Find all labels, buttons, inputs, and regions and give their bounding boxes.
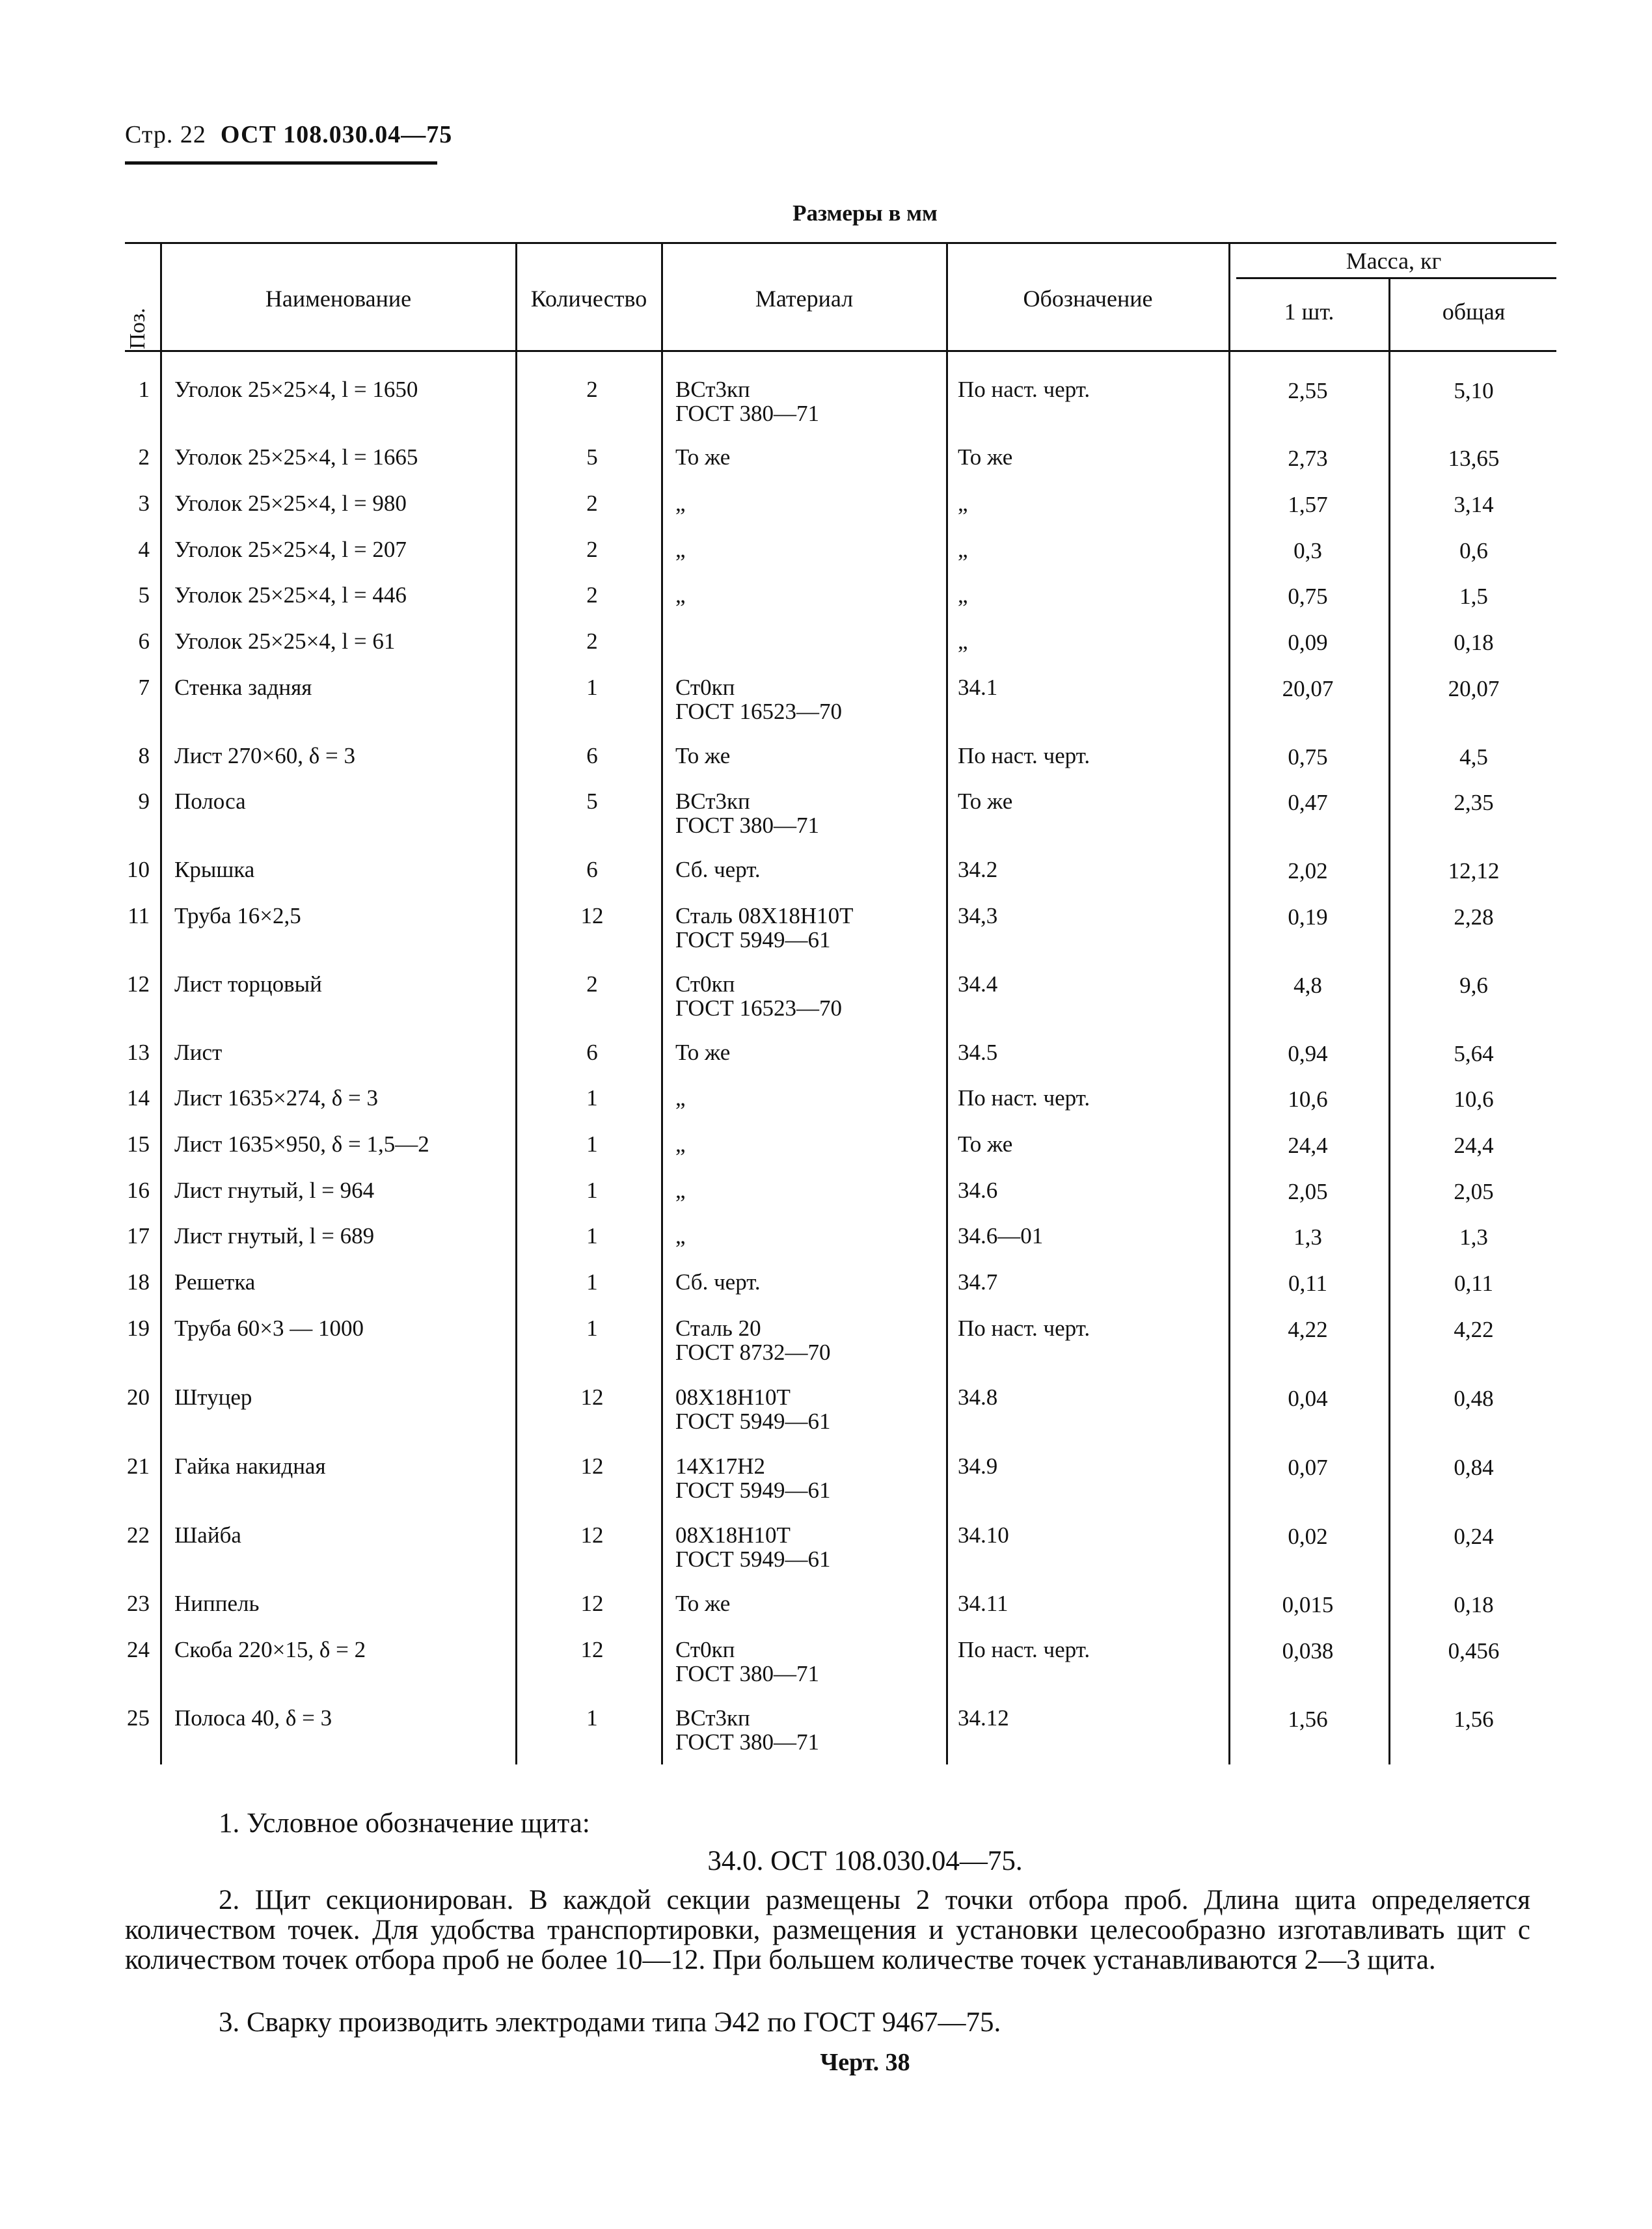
row-mass-one: 4,22 bbox=[1288, 1317, 1328, 1342]
row-material: То же bbox=[675, 1040, 731, 1065]
row-designation: 34.1 bbox=[958, 675, 998, 700]
row-pos: 20 bbox=[127, 1385, 150, 1410]
row-mass-total: 2,35 bbox=[1454, 790, 1494, 815]
row-material: „ bbox=[675, 537, 686, 562]
row-mass-total: 5,64 bbox=[1454, 1041, 1494, 1066]
row-designation: „ bbox=[958, 582, 968, 608]
row-material: Ст0кп bbox=[675, 1637, 735, 1662]
note-3: 3. Сварку производить электродами типа Э42 по ГОСТ 9467—75. bbox=[219, 2007, 1001, 2038]
row-pos: 8 bbox=[138, 743, 150, 768]
header-mass-total: общая bbox=[1442, 299, 1506, 325]
row-mass-one: 2,02 bbox=[1288, 858, 1328, 884]
row-qty: 12 bbox=[580, 1522, 604, 1548]
row-designation: 34.5 bbox=[958, 1040, 998, 1065]
note-2: 2. Щит секционирован. В каждой секции размещены 2 точки отбора проб. Длина щита определяется количеством точек. Для удобства транспортировки, размещения и установки целесообразно изготавливать щит с количеством точек отбора проб не более 10—12. При большем количестве точек устанавливаются 2—3 щита. bbox=[125, 1885, 1530, 1975]
row-material: Ст0кп bbox=[675, 971, 735, 997]
row-name: Уголок 25×25×4, l = 207 bbox=[174, 537, 407, 562]
row-material: „ bbox=[675, 1131, 686, 1157]
row-qty: 1 bbox=[586, 1705, 598, 1731]
row-pos: 3 bbox=[138, 491, 150, 516]
row-name: Уголок 25×25×4, l = 1665 bbox=[174, 444, 418, 470]
row-mass-total: 0,6 bbox=[1459, 538, 1488, 563]
col-divider bbox=[1388, 277, 1390, 1764]
page-number: Стр. 22 bbox=[125, 121, 206, 148]
units-note: Размеры в мм bbox=[792, 200, 938, 226]
row-mass-one: 0,94 bbox=[1288, 1041, 1328, 1066]
row-mass-one: 2,55 bbox=[1288, 378, 1328, 403]
row-mass-total: 3,14 bbox=[1454, 492, 1494, 517]
row-designation: То же bbox=[958, 444, 1013, 470]
row-qty: 12 bbox=[580, 1637, 604, 1662]
row-pos: 13 bbox=[127, 1040, 150, 1065]
row-qty: 6 bbox=[586, 1040, 598, 1065]
header-qty: Количество bbox=[530, 286, 647, 312]
row-name: Гайка накидная bbox=[174, 1453, 326, 1479]
row-mass-one: 0,015 bbox=[1282, 1592, 1334, 1617]
note-1: 1. Условное обозначение щита: bbox=[219, 1808, 590, 1839]
note-1-code: 34.0. ОСТ 108.030.04—75. bbox=[707, 1846, 1023, 1876]
row-name: Лист bbox=[174, 1040, 223, 1065]
row-material: ГОСТ 5949—61 bbox=[675, 1547, 831, 1572]
row-material: 08Х18Н10Т bbox=[675, 1385, 791, 1410]
row-mass-one: 24,4 bbox=[1288, 1133, 1328, 1158]
row-mass-total: 1,56 bbox=[1454, 1707, 1494, 1732]
row-designation: По наст. черт. bbox=[958, 743, 1090, 768]
row-mass-total: 20,07 bbox=[1448, 676, 1500, 701]
row-mass-total: 0,84 bbox=[1454, 1455, 1494, 1480]
row-name: Полоса 40, δ = 3 bbox=[174, 1705, 332, 1731]
row-mass-total: 0,11 bbox=[1454, 1271, 1493, 1296]
col-divider bbox=[1228, 242, 1230, 1764]
row-material: ГОСТ 8732—70 bbox=[675, 1340, 831, 1365]
row-mass-one: 4,8 bbox=[1293, 973, 1322, 998]
row-pos: 4 bbox=[138, 537, 150, 562]
row-mass-one: 2,05 bbox=[1288, 1179, 1328, 1204]
row-pos: 19 bbox=[127, 1316, 150, 1341]
row-mass-one: 1,56 bbox=[1288, 1707, 1328, 1732]
row-material: ВСт3кп bbox=[675, 377, 750, 402]
row-qty: 2 bbox=[586, 971, 598, 997]
row-material: Сб. черт. bbox=[675, 1269, 761, 1295]
row-mass-total: 4,22 bbox=[1454, 1317, 1494, 1342]
row-designation: „ bbox=[958, 628, 968, 654]
row-designation: 34.8 bbox=[958, 1385, 998, 1410]
row-pos: 6 bbox=[138, 628, 150, 654]
row-designation: 34.9 bbox=[958, 1453, 998, 1479]
row-pos: 18 bbox=[127, 1269, 150, 1295]
row-pos: 11 bbox=[128, 903, 150, 928]
row-designation: То же bbox=[958, 1131, 1013, 1157]
row-qty: 12 bbox=[580, 1453, 604, 1479]
row-qty: 12 bbox=[580, 903, 604, 928]
row-qty: 1 bbox=[586, 1085, 598, 1111]
row-mass-total: 2,28 bbox=[1454, 904, 1494, 930]
row-qty: 1 bbox=[586, 1178, 598, 1203]
row-material: „ bbox=[675, 1178, 686, 1203]
row-designation: 34.7 bbox=[958, 1269, 998, 1295]
row-material: То же bbox=[675, 743, 731, 768]
row-mass-total: 9,6 bbox=[1459, 973, 1488, 998]
row-material: Ст0кп bbox=[675, 675, 735, 700]
row-name: Решетка bbox=[174, 1269, 256, 1295]
row-material: „ bbox=[675, 1223, 686, 1249]
row-qty: 6 bbox=[586, 857, 598, 882]
row-mass-total: 12,12 bbox=[1448, 858, 1500, 884]
row-qty: 12 bbox=[580, 1385, 604, 1410]
row-mass-total: 4,5 bbox=[1459, 744, 1488, 770]
row-name: Крышка bbox=[174, 857, 255, 882]
row-qty: 1 bbox=[586, 1131, 598, 1157]
header-name: Наименование bbox=[265, 286, 412, 312]
header-pos: Поз. bbox=[126, 308, 150, 349]
row-designation: 34.4 bbox=[958, 971, 998, 997]
row-pos: 1 bbox=[138, 377, 150, 402]
row-qty: 2 bbox=[586, 628, 598, 654]
row-designation: По наст. черт. bbox=[958, 1637, 1090, 1662]
row-material: ГОСТ 380—71 bbox=[675, 1661, 820, 1686]
row-name: Уголок 25×25×4, l = 446 bbox=[174, 582, 407, 608]
row-pos: 14 bbox=[127, 1085, 150, 1111]
row-mass-one: 0,11 bbox=[1288, 1271, 1327, 1296]
row-mass-one: 0,02 bbox=[1288, 1524, 1328, 1549]
row-mass-total: 2,05 bbox=[1454, 1179, 1494, 1204]
row-pos: 15 bbox=[127, 1131, 150, 1157]
row-mass-total: 0,18 bbox=[1454, 630, 1494, 655]
row-designation: То же bbox=[958, 789, 1013, 814]
row-mass-one: 0,04 bbox=[1288, 1386, 1328, 1411]
row-material: ГОСТ 380—71 bbox=[675, 401, 820, 426]
row-designation: „ bbox=[958, 537, 968, 562]
row-name: Штуцер bbox=[174, 1385, 252, 1410]
row-material: ВСт3кп bbox=[675, 789, 750, 814]
row-name: Лист 1635×950, δ = 1,5—2 bbox=[174, 1131, 429, 1157]
row-material: 08Х18Н10Т bbox=[675, 1522, 791, 1548]
row-mass-total: 1,3 bbox=[1459, 1224, 1488, 1250]
row-name: Лист гнутый, l = 964 bbox=[174, 1178, 375, 1203]
row-material: Сб. черт. bbox=[675, 857, 761, 882]
row-material: ГОСТ 5949—61 bbox=[675, 927, 831, 952]
row-mass-total: 1,5 bbox=[1459, 584, 1488, 609]
table-header-bottom-rule bbox=[125, 350, 1556, 352]
row-mass-total: 13,65 bbox=[1448, 446, 1500, 471]
row-designation: 34.2 bbox=[958, 857, 998, 882]
row-qty: 2 bbox=[586, 537, 598, 562]
row-name: Ниппель bbox=[174, 1591, 260, 1616]
header-material: Материал bbox=[755, 286, 854, 312]
row-mass-one: 2,73 bbox=[1288, 446, 1328, 471]
row-pos: 24 bbox=[127, 1637, 150, 1662]
row-material: „ bbox=[675, 491, 686, 516]
col-divider bbox=[515, 242, 517, 1764]
header-mass-one: 1 шт. bbox=[1284, 299, 1334, 325]
mass-subheader-rule bbox=[1236, 277, 1556, 279]
row-material: То же bbox=[675, 1591, 731, 1616]
row-pos: 10 bbox=[127, 857, 150, 882]
row-material: ГОСТ 380—71 bbox=[675, 813, 820, 838]
row-name: Уголок 25×25×4, l = 980 bbox=[174, 491, 407, 516]
page-header bbox=[125, 120, 452, 149]
row-mass-one: 0,19 bbox=[1288, 904, 1328, 930]
row-pos: 22 bbox=[127, 1522, 150, 1548]
row-pos: 7 bbox=[138, 675, 150, 700]
row-material: ВСт3кп bbox=[675, 1705, 750, 1731]
row-mass-one: 0,038 bbox=[1282, 1638, 1334, 1664]
row-designation: По наст. черт. bbox=[958, 1316, 1090, 1341]
row-name: Труба 16×2,5 bbox=[174, 903, 301, 928]
row-mass-one: 0,75 bbox=[1288, 584, 1328, 609]
row-pos: 21 bbox=[127, 1453, 150, 1479]
row-mass-one: 0,07 bbox=[1288, 1455, 1328, 1480]
row-designation: 34.6—01 bbox=[958, 1223, 1044, 1249]
row-mass-total: 10,6 bbox=[1454, 1087, 1494, 1112]
row-material: „ bbox=[675, 1085, 686, 1111]
row-qty: 2 bbox=[586, 491, 598, 516]
row-material: ГОСТ 16523—70 bbox=[675, 699, 843, 724]
row-pos: 16 bbox=[127, 1178, 150, 1203]
header-underline bbox=[125, 161, 437, 165]
row-mass-one: 10,6 bbox=[1288, 1087, 1328, 1112]
row-qty: 2 bbox=[586, 377, 598, 402]
col-divider bbox=[946, 242, 948, 1764]
row-name: Уголок 25×25×4, l = 1650 bbox=[174, 377, 418, 402]
standard-code: ОСТ 108.030.04—75 bbox=[220, 121, 453, 148]
row-name: Шайба bbox=[174, 1522, 241, 1548]
row-qty: 5 bbox=[586, 444, 598, 470]
row-name: Лист торцовый bbox=[174, 971, 322, 997]
row-mass-one: 20,07 bbox=[1282, 676, 1334, 701]
row-designation: „ bbox=[958, 491, 968, 516]
row-name: Скоба 220×15, δ = 2 bbox=[174, 1637, 366, 1662]
row-mass-total: 5,10 bbox=[1454, 378, 1494, 403]
row-pos: 25 bbox=[127, 1705, 150, 1731]
row-name: Труба 60×3 — 1000 bbox=[174, 1316, 364, 1341]
row-qty: 6 bbox=[586, 743, 598, 768]
row-designation: 34.11 bbox=[958, 1591, 1009, 1616]
row-designation: 34.10 bbox=[958, 1522, 1009, 1548]
row-material: 14Х17Н2 bbox=[675, 1453, 766, 1479]
row-qty: 1 bbox=[586, 1316, 598, 1341]
row-mass-one: 1,57 bbox=[1288, 492, 1328, 517]
row-pos: 9 bbox=[138, 789, 150, 814]
row-mass-one: 0,09 bbox=[1288, 630, 1328, 655]
row-designation: 34,3 bbox=[958, 903, 998, 928]
header-designation: Обозначение bbox=[1023, 286, 1153, 312]
row-designation: 34.6 bbox=[958, 1178, 998, 1203]
row-name: Лист 270×60, δ = 3 bbox=[174, 743, 356, 768]
row-mass-one: 0,3 bbox=[1293, 538, 1322, 563]
row-pos: 5 bbox=[138, 582, 150, 608]
row-material: Сталь 08Х18Н10Т bbox=[675, 903, 854, 928]
row-material: ГОСТ 16523—70 bbox=[675, 995, 843, 1021]
row-mass-one: 0,47 bbox=[1288, 790, 1328, 815]
table-top-rule bbox=[125, 242, 1556, 244]
col-divider bbox=[160, 242, 162, 1764]
row-mass-total: 0,456 bbox=[1448, 1638, 1500, 1664]
row-name: Полоса bbox=[174, 789, 246, 814]
row-material: Сталь 20 bbox=[675, 1316, 761, 1341]
row-pos: 23 bbox=[127, 1591, 150, 1616]
row-pos: 17 bbox=[127, 1223, 150, 1249]
row-qty: 12 bbox=[580, 1591, 604, 1616]
row-mass-one: 1,3 bbox=[1293, 1224, 1322, 1250]
figure-caption: Черт. 38 bbox=[820, 2049, 910, 2076]
row-mass-total: 0,24 bbox=[1454, 1524, 1494, 1549]
row-material: ГОСТ 5949—61 bbox=[675, 1409, 831, 1434]
row-mass-one: 0,75 bbox=[1288, 744, 1328, 770]
row-name: Лист 1635×274, δ = 3 bbox=[174, 1085, 379, 1111]
row-material: ГОСТ 5949—61 bbox=[675, 1478, 831, 1503]
row-designation: По наст. черт. bbox=[958, 377, 1090, 402]
header-mass: Масса, кг bbox=[1346, 248, 1442, 274]
row-mass-total: 0,18 bbox=[1454, 1592, 1494, 1617]
row-qty: 2 bbox=[586, 582, 598, 608]
row-mass-total: 24,4 bbox=[1454, 1133, 1494, 1158]
row-pos: 2 bbox=[138, 444, 150, 470]
row-qty: 1 bbox=[586, 675, 598, 700]
row-qty: 1 bbox=[586, 1223, 598, 1249]
row-name: Лист гнутый, l = 689 bbox=[174, 1223, 375, 1249]
row-qty: 5 bbox=[586, 789, 598, 814]
row-qty: 1 bbox=[586, 1269, 598, 1295]
row-material: ГОСТ 380—71 bbox=[675, 1729, 820, 1755]
row-mass-total: 0,48 bbox=[1454, 1386, 1494, 1411]
row-name: Стенка задняя bbox=[174, 675, 312, 700]
row-name: Уголок 25×25×4, l = 61 bbox=[174, 628, 396, 654]
row-designation: 34.12 bbox=[958, 1705, 1009, 1731]
row-material: „ bbox=[675, 582, 686, 608]
row-designation: По наст. черт. bbox=[958, 1085, 1090, 1111]
row-pos: 12 bbox=[127, 971, 150, 997]
row-material: То же bbox=[675, 444, 731, 470]
